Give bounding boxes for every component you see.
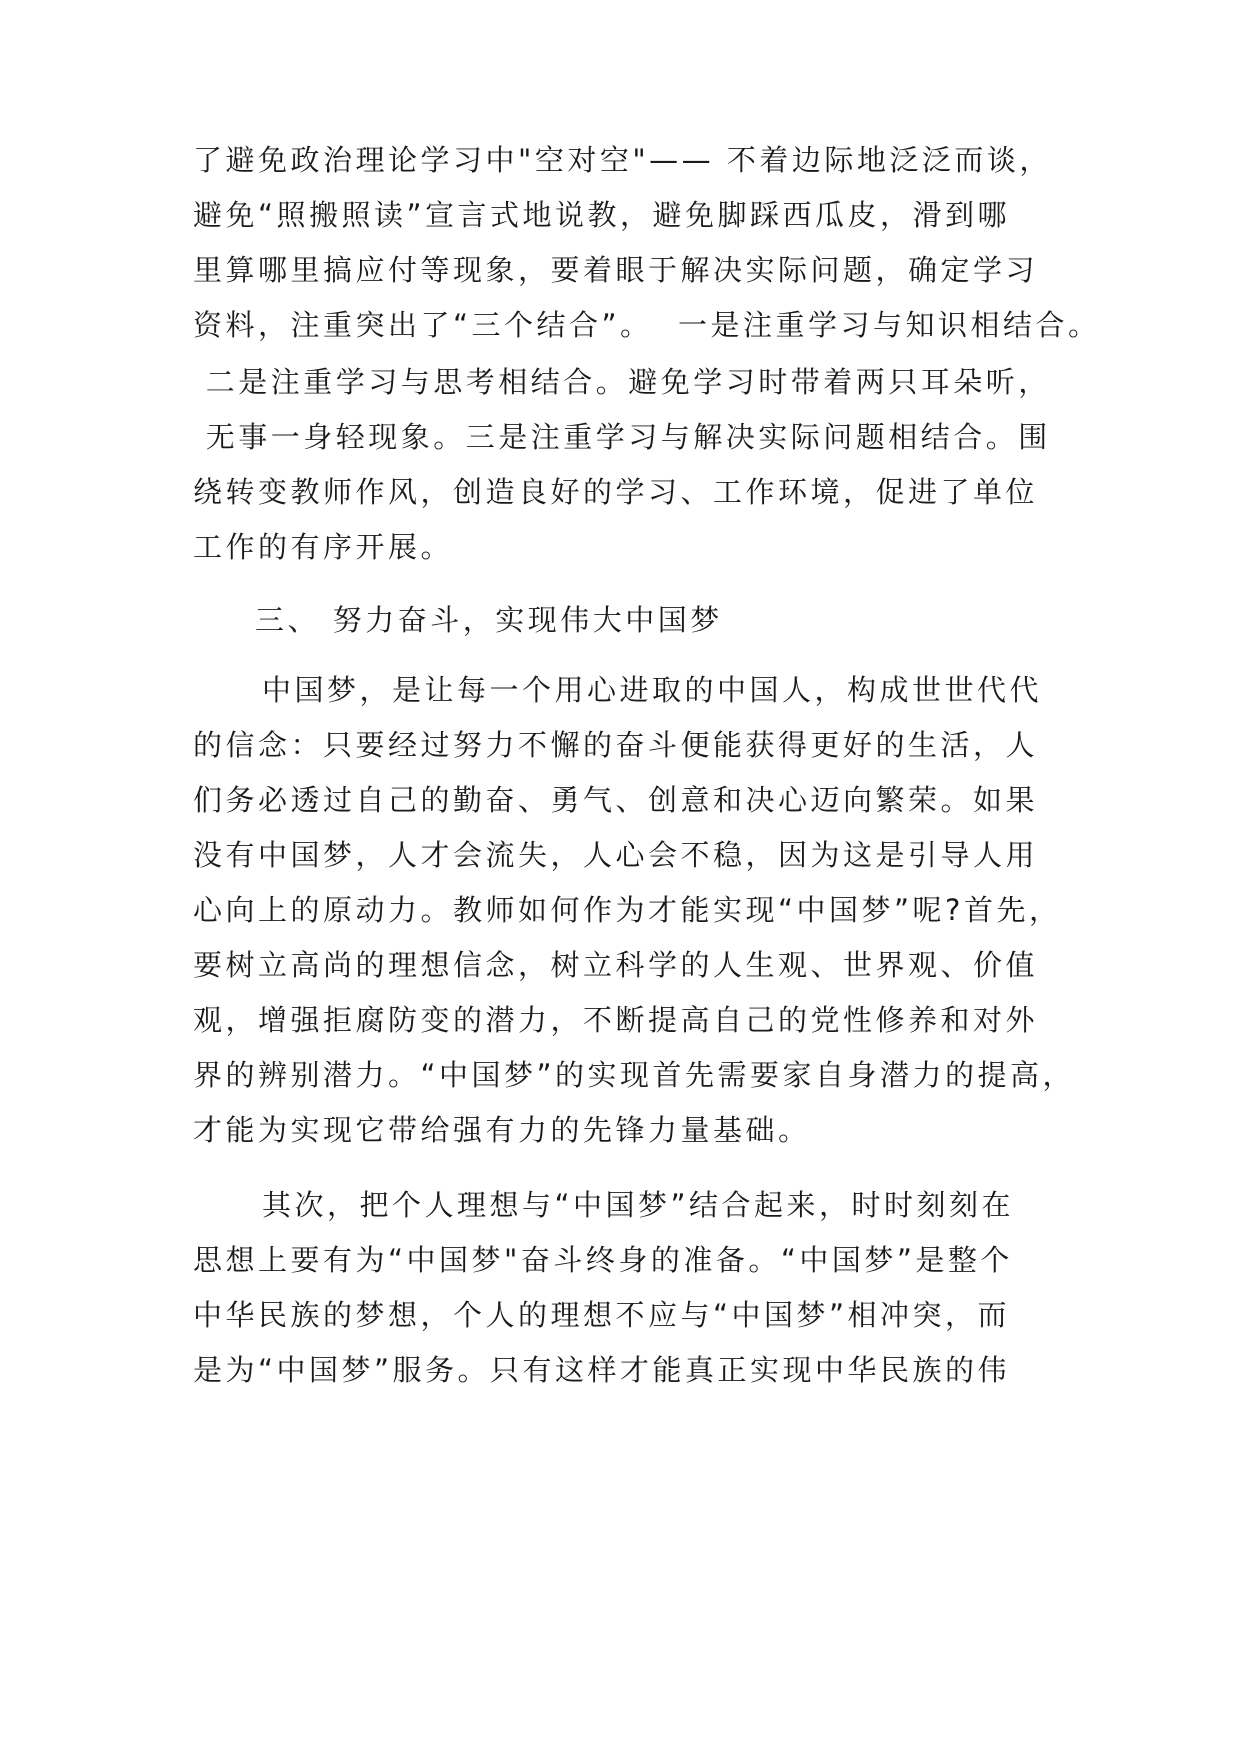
text-line: 界的辨别潜力。“中国梦”的实现首先需要家自身潜力的提高，	[193, 1058, 1076, 1092]
text-line: 无事一身轻现象。三是注重学习与解决实际问题相结合。围	[193, 420, 1051, 454]
text-line: 二是注重学习与思考相结合。避免学习时带着两只耳朵听，	[193, 365, 1051, 399]
text-line: 中华民族的梦想，个人的理想不应与“中国梦”相冲突，而	[193, 1298, 1011, 1332]
section-heading: 三、 努力奋斗，实现伟大中国梦	[255, 603, 723, 637]
text-line: 们务必透过自己的勤奋、勇气、创意和决心迈向繁荣。如果	[193, 783, 1039, 817]
text-line: 没有中国梦，人才会流失，人心会不稳，因为这是引导人用	[193, 838, 1039, 872]
text-line: 避免“照搬照读”宣言式地说教，避免脚踩西瓜皮，滑到哪	[193, 198, 1011, 232]
text-line: 思想上要有为“中国梦"奋斗终身的准备。“中国梦”是整个	[193, 1243, 1013, 1277]
text-line: 资料，注重突出了“三个结合”。 一是注重学习与知识相结合。	[193, 308, 1101, 342]
text-line: 心向上的原动力。教师如何作为才能实现“中国梦”呢?首先，	[193, 893, 1062, 927]
text-line: 要树立高尚的理想信念，树立科学的人生观、世界观、价值	[193, 948, 1039, 982]
text-line: 观，增强拒腐防变的潜力，不断提高自己的党性修养和对外	[193, 1003, 1039, 1037]
text-line: 绕转变教师作风，创造良好的学习、工作环境，促进了单位	[193, 475, 1039, 509]
text-line: 的信念：只要经过努力不懈的奋斗便能获得更好的生活，人	[193, 728, 1039, 762]
text-line: 了避免政治理论学习中"空对空"—— 不着边际地泛泛而谈，	[193, 143, 1052, 177]
text-line: 中国梦，是让每一个用心进取的中国人，构成世世代代	[262, 673, 1043, 707]
text-line: 才能为实现它带给强有力的先锋力量基础。	[193, 1113, 811, 1147]
text-line: 工作的有序开展。	[193, 530, 454, 564]
text-line: 里算哪里搞应付等现象，要着眼于解决实际问题，确定学习	[193, 253, 1039, 287]
text-line: 是为“中国梦”服务。只有这样才能真正实现中华民族的伟	[193, 1353, 1011, 1387]
text-line: 其次，把个人理想与“中国梦”结合起来，时时刻刻在	[262, 1188, 1015, 1222]
